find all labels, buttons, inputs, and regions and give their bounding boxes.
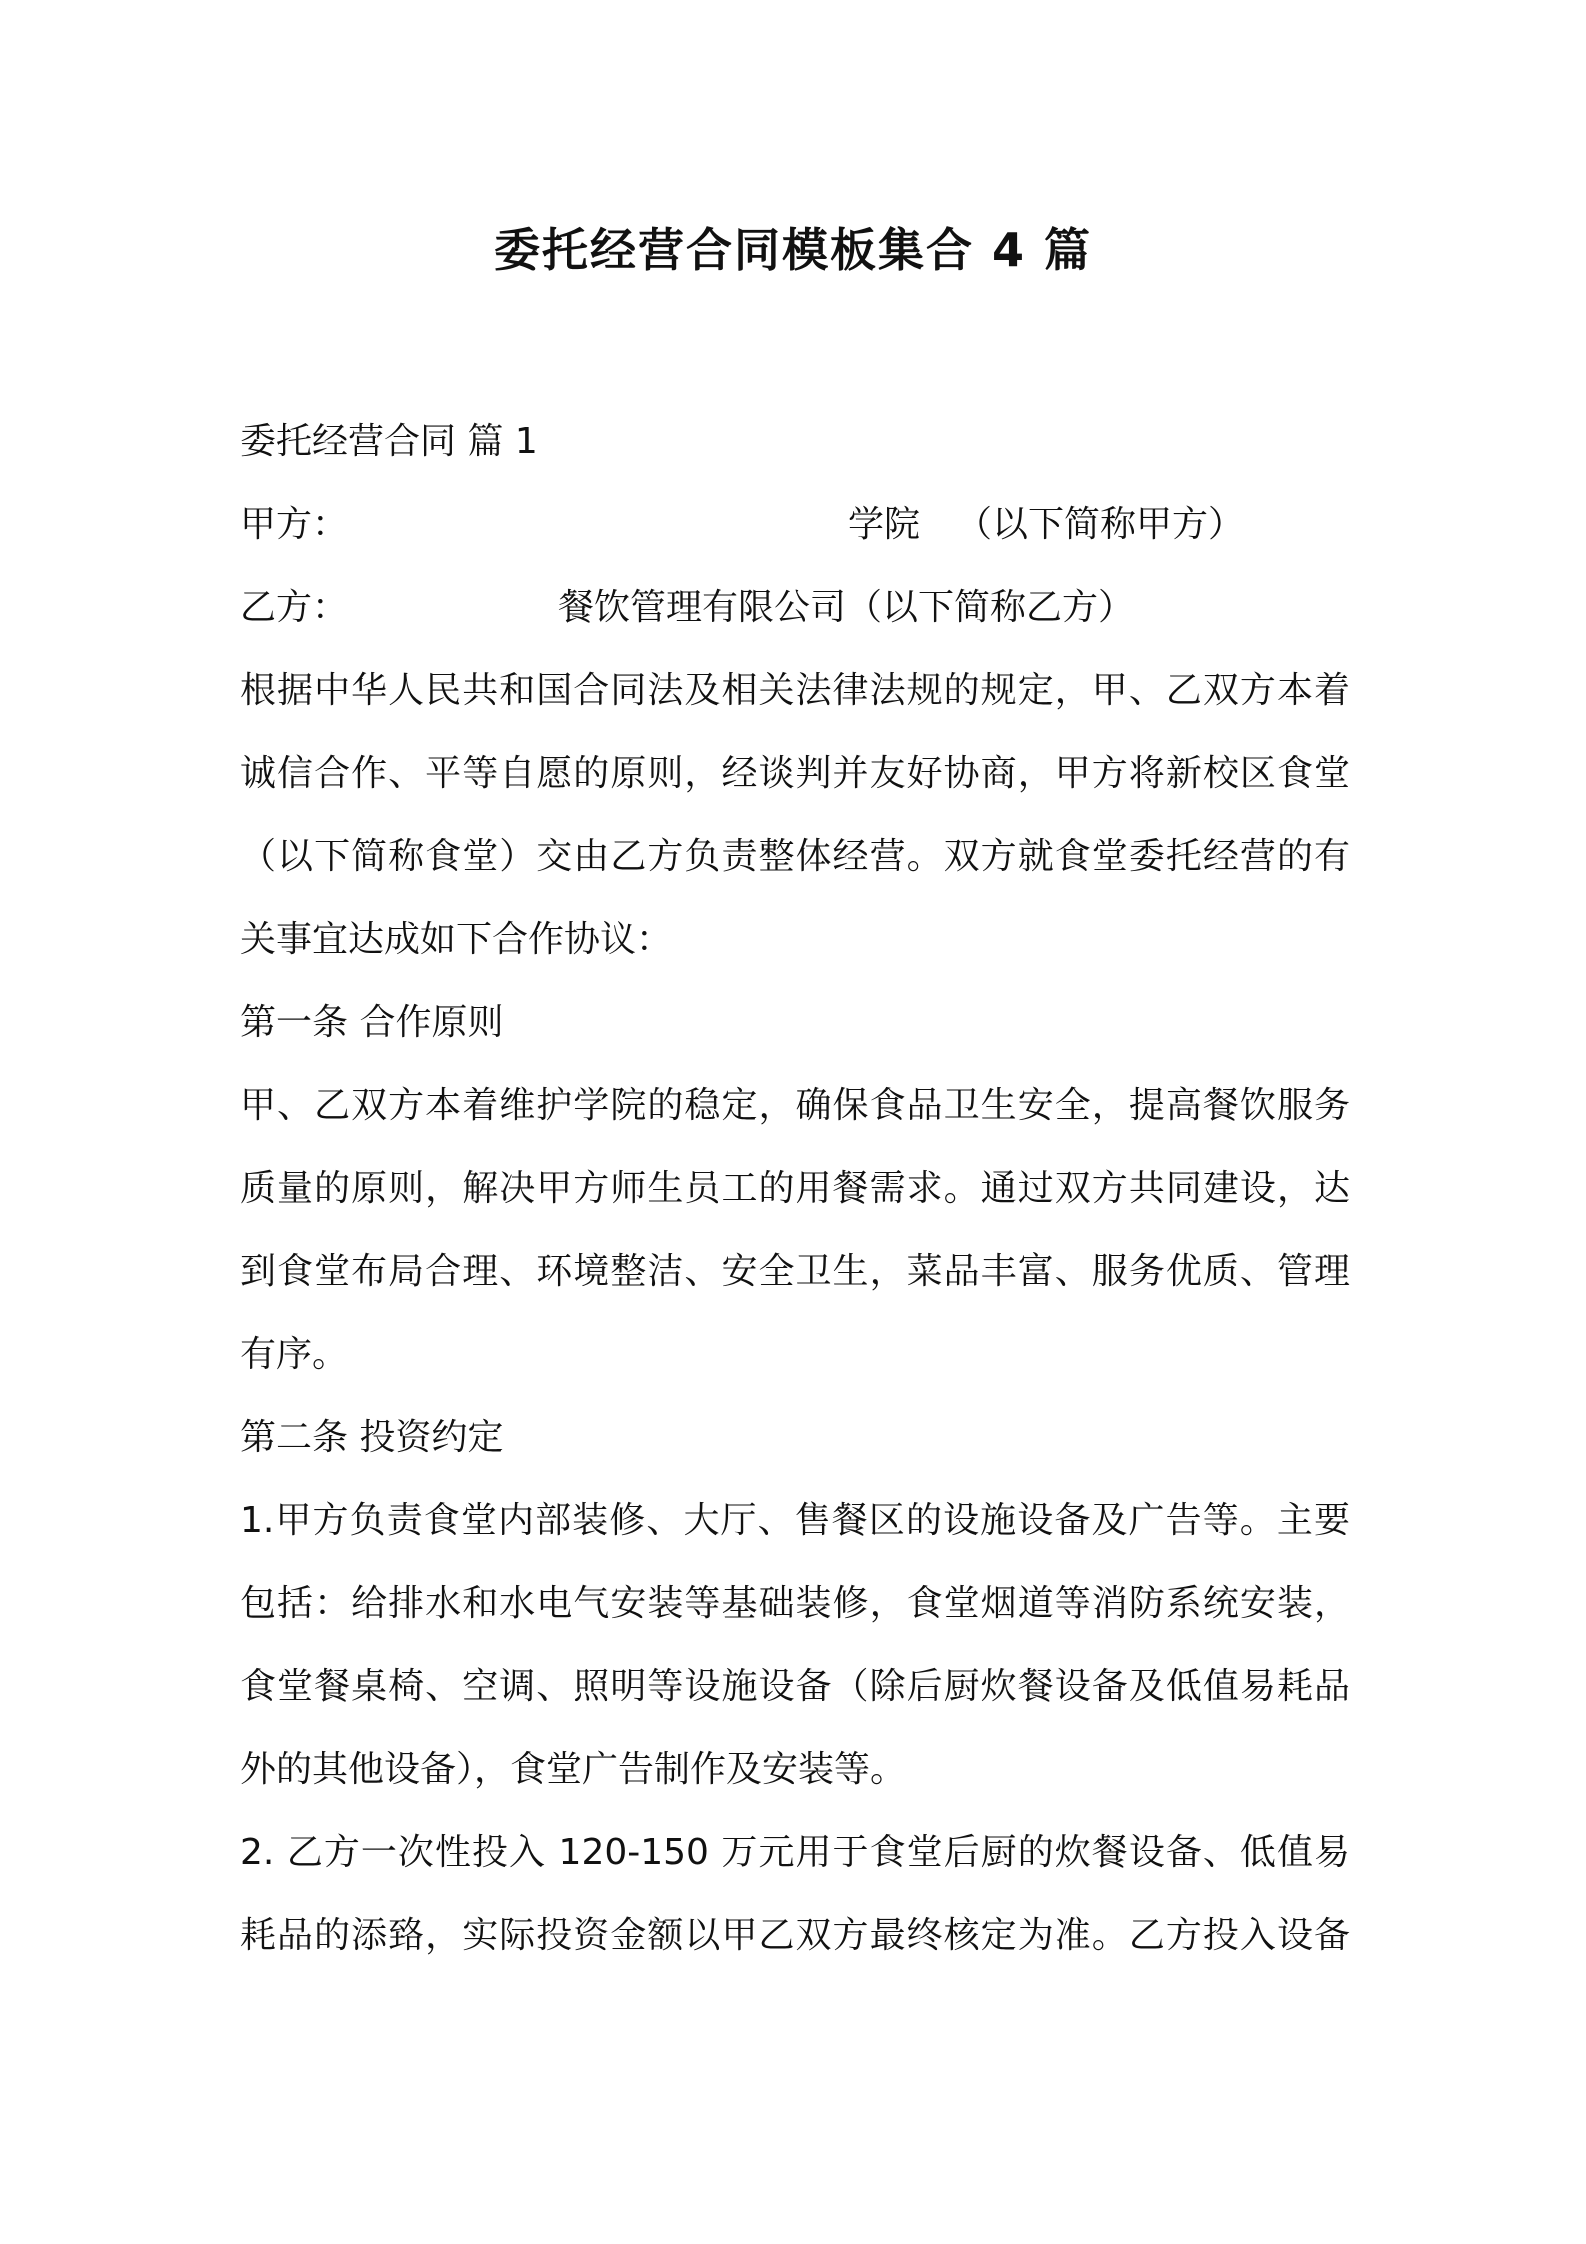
- preamble-line: 诚信合作、平等自愿的原则，经谈判并友好协商，甲方将新校区食堂: [240, 753, 1350, 794]
- preamble-line: 根据中华人民共和国合同法及相关法律法规的规定，甲、乙双方本着: [240, 670, 1350, 711]
- article2-item1-line: 外的其他设备），食堂广告制作及安装等。: [240, 1749, 907, 1790]
- party-b-name: 餐饮管理有限公司（以下简称乙方）: [558, 587, 1135, 628]
- section-heading: 委托经营合同 篇 1: [240, 421, 538, 462]
- party-b-line: [240, 566, 1350, 649]
- article1-line: 有序。: [240, 1334, 349, 1375]
- article1-heading: 第一条 合作原则: [240, 1002, 504, 1043]
- article2-item1-line: 食堂餐桌椅、空调、照明等设施设备（除后厨炊餐设备及低值易耗品: [240, 1666, 1350, 1707]
- party-a-label: 甲方：: [240, 504, 349, 545]
- party-b-label: 乙方：: [240, 587, 349, 628]
- party-a-line: [240, 483, 1350, 566]
- preamble-line: 关事宜达成如下合作协议：: [240, 919, 673, 960]
- party-a-name: 学院: [848, 504, 921, 545]
- article2-heading: 第二条 投资约定: [240, 1417, 504, 1458]
- party-a-note: （以下简称甲方）: [956, 504, 1245, 545]
- document-title: 委托经营合同模板集合 4 篇: [493, 223, 1093, 277]
- article1-line: 甲、乙双方本着维护学院的稳定，确保食品卫生安全，提高餐饮服务: [240, 1085, 1350, 1126]
- document-body: [240, 400, 1350, 1977]
- article2-item2-line: 耗品的添臵，实际投资金额以甲乙双方最终核定为准。乙方投入设备: [240, 1915, 1350, 1956]
- article1-line: 质量的原则，解决甲方师生员工的用餐需求。通过双方共同建设，达: [240, 1168, 1350, 1209]
- article2-item1-line: 包括：给排水和水电气安装等基础装修，食堂烟道等消防系统安装，: [240, 1583, 1350, 1624]
- article1-line: 到食堂布局合理、环境整洁、安全卫生，菜品丰富、服务优质、管理: [240, 1251, 1350, 1292]
- article2-item1-line: 1.甲方负责食堂内部装修、大厅、售餐区的设施设备及广告等。主要: [240, 1500, 1350, 1541]
- article2-item2-line: 2. 乙方一次性投入 120-150 万元用于食堂后厨的炊餐设备、低值易: [240, 1832, 1350, 1873]
- preamble-line: （以下简称食堂）交由乙方负责整体经营。双方就食堂委托经营的有: [240, 836, 1350, 877]
